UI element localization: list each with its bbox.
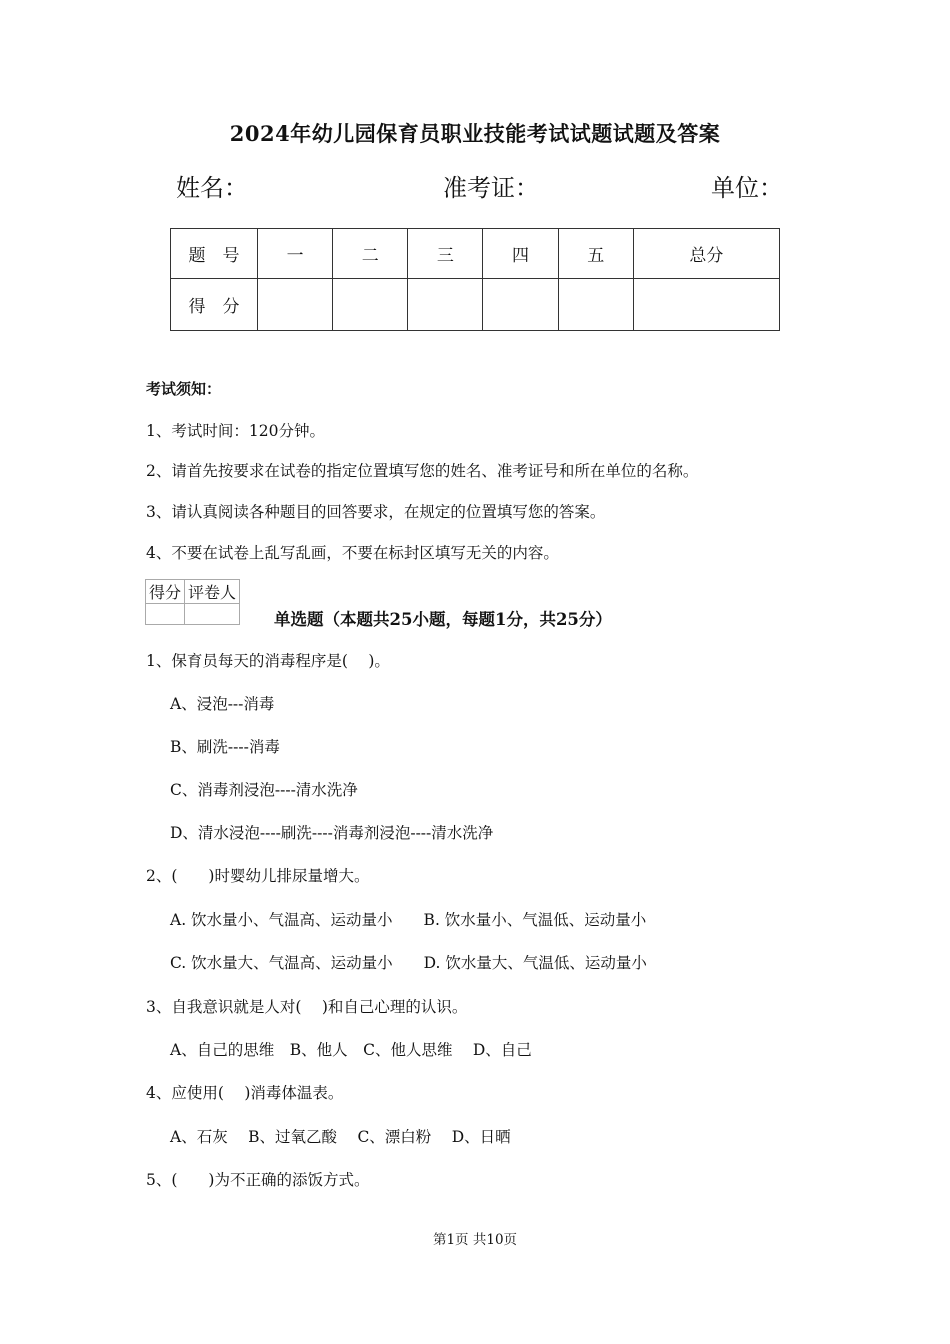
option-1d: D、清水浸泡----刷洗----消毒剂浸泡----清水洗净 bbox=[170, 824, 494, 842]
options-2cd: C. 饮水量大、气温高、运动量小 D. 饮水量大、气温低、运动量小 bbox=[170, 954, 647, 972]
score-input-cell[interactable] bbox=[483, 279, 558, 331]
score-table-cell: 五 bbox=[558, 229, 633, 279]
notice-item: 3、请认真阅读各种题目的回答要求，在规定的位置填写您的答案。 bbox=[146, 503, 606, 521]
score-row-label: 得 分 bbox=[171, 279, 258, 331]
options-3: A、自己的思维 B、他人 C、他人思维 D、自己 bbox=[170, 1041, 532, 1059]
question-3: 3、自我意识就是人对( )和自己心理的认识。 bbox=[146, 998, 468, 1016]
score-table-cell: 四 bbox=[483, 229, 558, 279]
notice-item: 1、考试时间：120分钟。 bbox=[146, 422, 325, 440]
exam-number-field-label: 准考证： bbox=[443, 174, 539, 202]
question-2: 2、( )时婴幼儿排尿量增大。 bbox=[146, 867, 370, 885]
grader-box bbox=[145, 579, 240, 625]
section-heading: 单选题（本题共25小题，每题1分，共25分） bbox=[274, 610, 612, 629]
page-footer: 第1页 共10页 bbox=[432, 1232, 518, 1248]
grader-name-label: 评卷人 bbox=[185, 580, 240, 604]
question-1: 1、保育员每天的消毒程序是( )。 bbox=[146, 652, 390, 670]
score-input-cell[interactable] bbox=[633, 279, 779, 331]
notice-heading: 考试须知： bbox=[146, 380, 222, 398]
name-field-label: 姓名： bbox=[176, 174, 248, 202]
grader-score-cell[interactable] bbox=[146, 604, 185, 625]
question-5: 5、( )为不正确的添饭方式。 bbox=[146, 1171, 370, 1189]
grader-name-cell[interactable] bbox=[185, 604, 240, 625]
score-table-cell: 总分 bbox=[633, 229, 779, 279]
option-1c: C、消毒剂浸泡----清水洗净 bbox=[170, 781, 358, 799]
score-input-cell[interactable] bbox=[558, 279, 633, 331]
option-1b: B、刷洗----消毒 bbox=[170, 738, 280, 756]
option-1a: A、浸泡---消毒 bbox=[170, 695, 275, 713]
score-input-cell[interactable] bbox=[408, 279, 483, 331]
grader-score-label: 得分 bbox=[146, 580, 185, 604]
score-input-cell[interactable] bbox=[258, 279, 333, 331]
page-title: 2024年幼儿园保育员职业技能考试试题试题及答案 bbox=[229, 121, 721, 146]
score-input-cell[interactable] bbox=[333, 279, 408, 331]
notice-item: 4、不要在试卷上乱写乱画，不要在标封区填写无关的内容。 bbox=[146, 544, 559, 562]
score-table-score-row bbox=[171, 279, 780, 331]
score-table bbox=[170, 228, 780, 331]
unit-field-label: 单位： bbox=[711, 174, 783, 202]
score-table-cell: 二 bbox=[333, 229, 408, 279]
notice-item: 2、请首先按要求在试卷的指定位置填写您的姓名、准考证号和所在单位的名称。 bbox=[146, 462, 699, 480]
question-4: 4、应使用( )消毒体温表。 bbox=[146, 1084, 344, 1102]
score-table-cell: 题 号 bbox=[171, 229, 258, 279]
options-4: A、石灰 B、过氧乙酸 C、漂白粉 D、日晒 bbox=[170, 1128, 511, 1146]
options-2ab: A. 饮水量小、气温高、运动量小 B. 饮水量小、气温低、运动量小 bbox=[170, 911, 647, 929]
score-table-cell: 一 bbox=[258, 229, 333, 279]
score-table-header-row bbox=[171, 229, 780, 279]
score-table-cell: 三 bbox=[408, 229, 483, 279]
